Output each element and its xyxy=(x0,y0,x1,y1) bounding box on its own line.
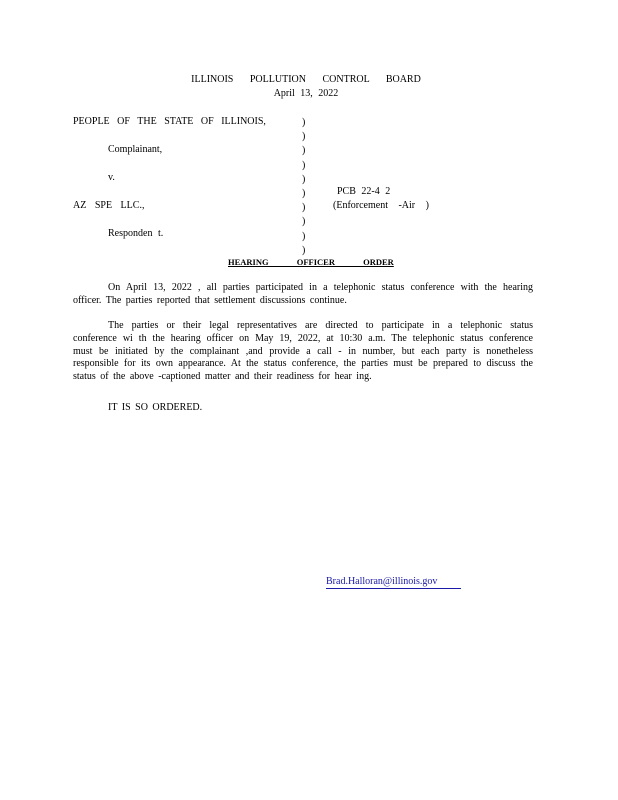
caption-paren: ) xyxy=(302,244,306,256)
order-title: HEARING OFFICER ORDER xyxy=(228,257,394,267)
paragraph-text: IT IS SO ORDERED. xyxy=(108,402,203,413)
paragraph-directive xyxy=(73,320,533,384)
caption-paren: ) xyxy=(302,216,306,228)
respondent-name: AZ SPE LLC., xyxy=(73,200,145,211)
case-type: (Enforcement -Air ) xyxy=(333,200,429,211)
agency-title: ILLINOIS POLLUTION CONTROL BOARD xyxy=(191,74,421,85)
caption-paren: ) xyxy=(302,173,306,185)
respondent-label: Responden t. xyxy=(108,228,164,239)
caption-parentheses xyxy=(302,116,310,258)
document-date: April 13, 2022 xyxy=(273,88,339,99)
hearing-officer-email-link[interactable]: Brad.Halloran@illinois.gov xyxy=(326,576,438,587)
caption-paren: ) xyxy=(302,159,306,171)
caption-paren: ) xyxy=(302,117,306,128)
signature-email-line xyxy=(326,576,461,589)
case-number: PCB 22-4 2 xyxy=(337,186,391,197)
complainant-name: PEOPLE OF THE STATE OF ILLINOIS, xyxy=(73,116,266,127)
caption-paren: ) xyxy=(302,230,306,242)
versus-label: v. xyxy=(108,172,115,183)
complainant-label: Complainant, xyxy=(108,144,163,155)
paragraph-text: On April 13, 2022 , all parties participated in a telephonic status conference with the hearing officer. The parties reported that settlement discussions continue. xyxy=(73,282,533,306)
caption-paren: ) xyxy=(302,131,306,143)
paragraph-text: The parties or their legal representatives are directed to participate in a telephonic status conference wi th the hearing officer on May 19, 2022, at 10:30 a.m. The telephonic status conference must be initiated by the complainant ,and provide a call - in number, but each party is nonetheless responsible for its own appearance. At the status conference, the parties must be prepared to discuss the status of the above -captioned matter and their readiness for hear ing. xyxy=(73,320,533,383)
paragraph-so-ordered xyxy=(73,402,533,415)
caption-paren: ) xyxy=(302,187,306,199)
caption-paren: ) xyxy=(302,202,306,214)
caption-paren: ) xyxy=(302,145,306,157)
paragraph-status-report xyxy=(73,282,533,308)
